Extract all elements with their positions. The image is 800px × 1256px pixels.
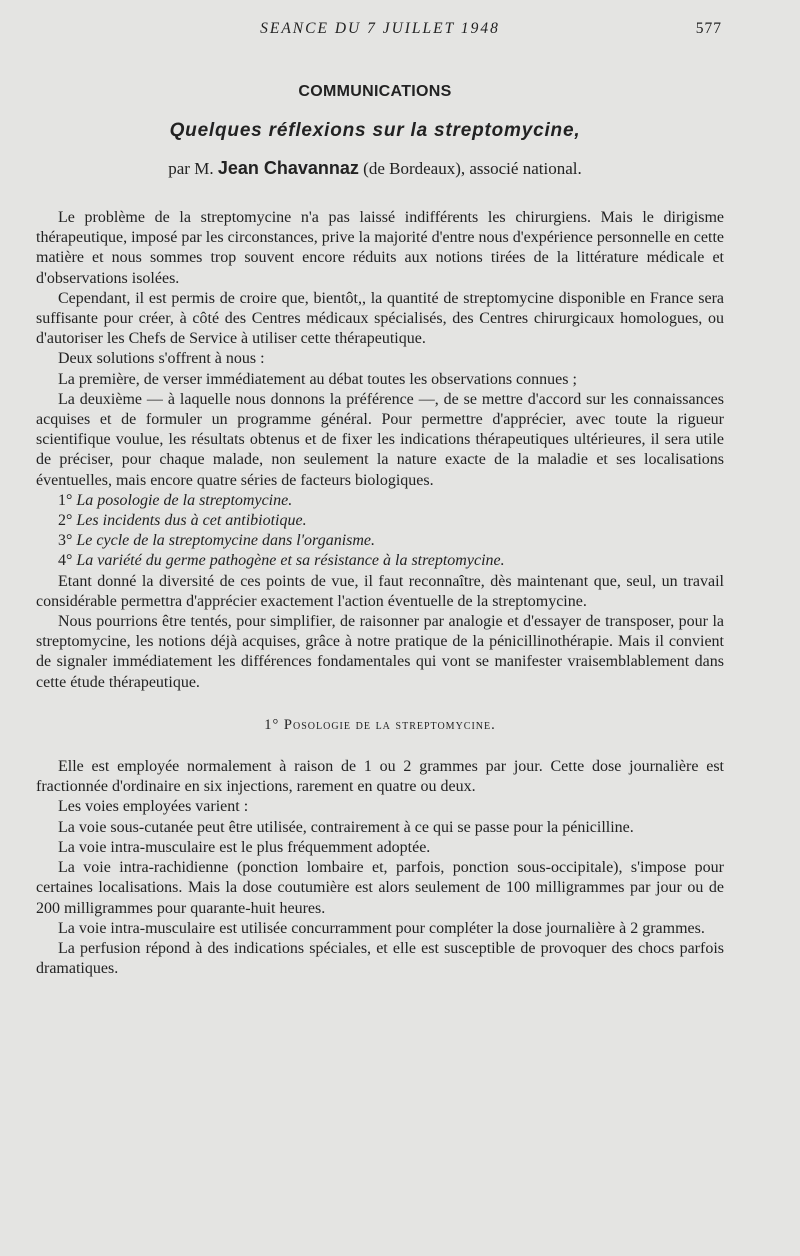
paragraph: Le problème de la streptomycine n'a pas laissé indifférents les chirurgiens. Mais le dirigisme thérapeutique, imposé par les circonstances, prive la majorité d'entre nous d'expérience personnelle en cette matière et nous sommes trop souvent encore réduits aux notions tirées de la littérature médicale et d'observations isolées.: [36, 209, 724, 287]
article-body: [36, 208, 724, 979]
paragraph: Etant donné la diversité de ces points de vue, il faut reconnaître, dès maintenant que, seul, un travail considérable permettra d'apprécier exactement l'action éventuelle de la streptomycine.: [36, 572, 724, 610]
author-name: Jean Chavannaz: [217, 158, 359, 178]
factor-item: [36, 511, 724, 531]
factor-text: Les incidents dus à cet antibiotique.: [76, 512, 307, 530]
factor-item: [36, 491, 724, 511]
paragraph: Cependant, il est permis de croire que, bientôt,, la quantité de streptomycine disponible en France sera suffisante pour créer, à côté des Centres médicaux spécialisés, des Centres chirurgicaux homologues, ou d'autoriser les Chefs de Service à utiliser cette thérapeutique.: [36, 289, 724, 348]
paragraph: La deuxième — à laquelle nous donnons la préférence —, de se mettre d'accord sur les connaissances acquises et de formuler un programme général. Pour permettre d'apprécier, avec toute la rigueur scientifique voulue, les résultats obtenus et de fixer les indications thérapeutiques ultérieures, il sera utile de préciser, pour chaque malade, non seulement la nature exacte de la maladie et ses localisations éventuelles, mais encore quatre séries de facteurs biologiques.: [36, 390, 724, 489]
paragraph: La voie intra-musculaire est utilisée concurramment pour compléter la dose journalière à 2 grammes.: [58, 919, 705, 937]
subsection-title: 1° Posologie de la streptomycine.: [264, 716, 496, 733]
factor-item: [36, 531, 724, 551]
running-title: SEANCE DU 7 JUILLET 1948: [260, 20, 500, 37]
paragraph: La première, de verser immédiatement au débat toutes les observations connues ;: [58, 370, 577, 388]
factor-number: 2°: [58, 512, 73, 530]
factor-text: Le cycle de la streptomycine dans l'organisme.: [76, 532, 376, 550]
running-header: [0, 20, 800, 44]
paragraph: La voie sous-cutanée peut être utilisée, contrairement à ce qui se passe pour la pénicilline.: [58, 818, 634, 836]
section-title: COMMUNICATIONS: [298, 83, 452, 100]
factor-number: 1°: [58, 491, 73, 509]
byline-suffix: (de Bordeaux), associé national.: [363, 159, 582, 178]
paragraph: Nous pourrions être tentés, pour simplifier, de raisonner par analogie et d'essayer de transposer, pour la streptomycine, les notions déjà acquises, grâce à notre pratique de la pénicillinothérapie. Mais il convient de signaler immédiatement les différences fondamentales qui vont se manifester vraisemblablement dans cette étude thérapeutique.: [36, 613, 724, 691]
page-number: 577: [695, 20, 722, 37]
factor-text: La posologie de la streptomycine.: [76, 491, 293, 509]
paragraph: Elle est employée normalement à raison de 1 ou 2 grammes par jour. Cette dose journalière est fractionnée d'ordinaire en six injections, rarement en quatre ou deux.: [36, 758, 724, 796]
paragraph: Deux solutions s'offrent à nous :: [58, 350, 265, 368]
factor-text: La variété du germe pathogène et sa résistance à la streptomycine.: [76, 552, 505, 570]
factor-number: 3°: [58, 532, 73, 550]
paragraph: Les voies employées varient :: [58, 798, 249, 816]
paragraph: La perfusion répond à des indications spéciales, et elle est susceptible de provoquer des chocs parfois dramatiques.: [36, 939, 724, 978]
paragraph: La voie intra-musculaire est le plus fréquemment adoptée.: [58, 838, 431, 856]
factor-number: 4°: [58, 552, 73, 570]
article-title: Quelques réflexions sur la streptomycine,: [169, 120, 581, 141]
byline-prefix: par M.: [168, 159, 214, 178]
paragraph: La voie intra-rachidienne (ponction lombaire et, parfois, ponction sous-occipitale), s'impose pour certaines localisations. Mais la dose coutumière est alors seulement de 100 milligrammes par jour ou de 200 milligrammes pour quarante-huit heures.: [36, 859, 724, 917]
byline: [0, 158, 750, 179]
factor-item: [36, 551, 724, 571]
